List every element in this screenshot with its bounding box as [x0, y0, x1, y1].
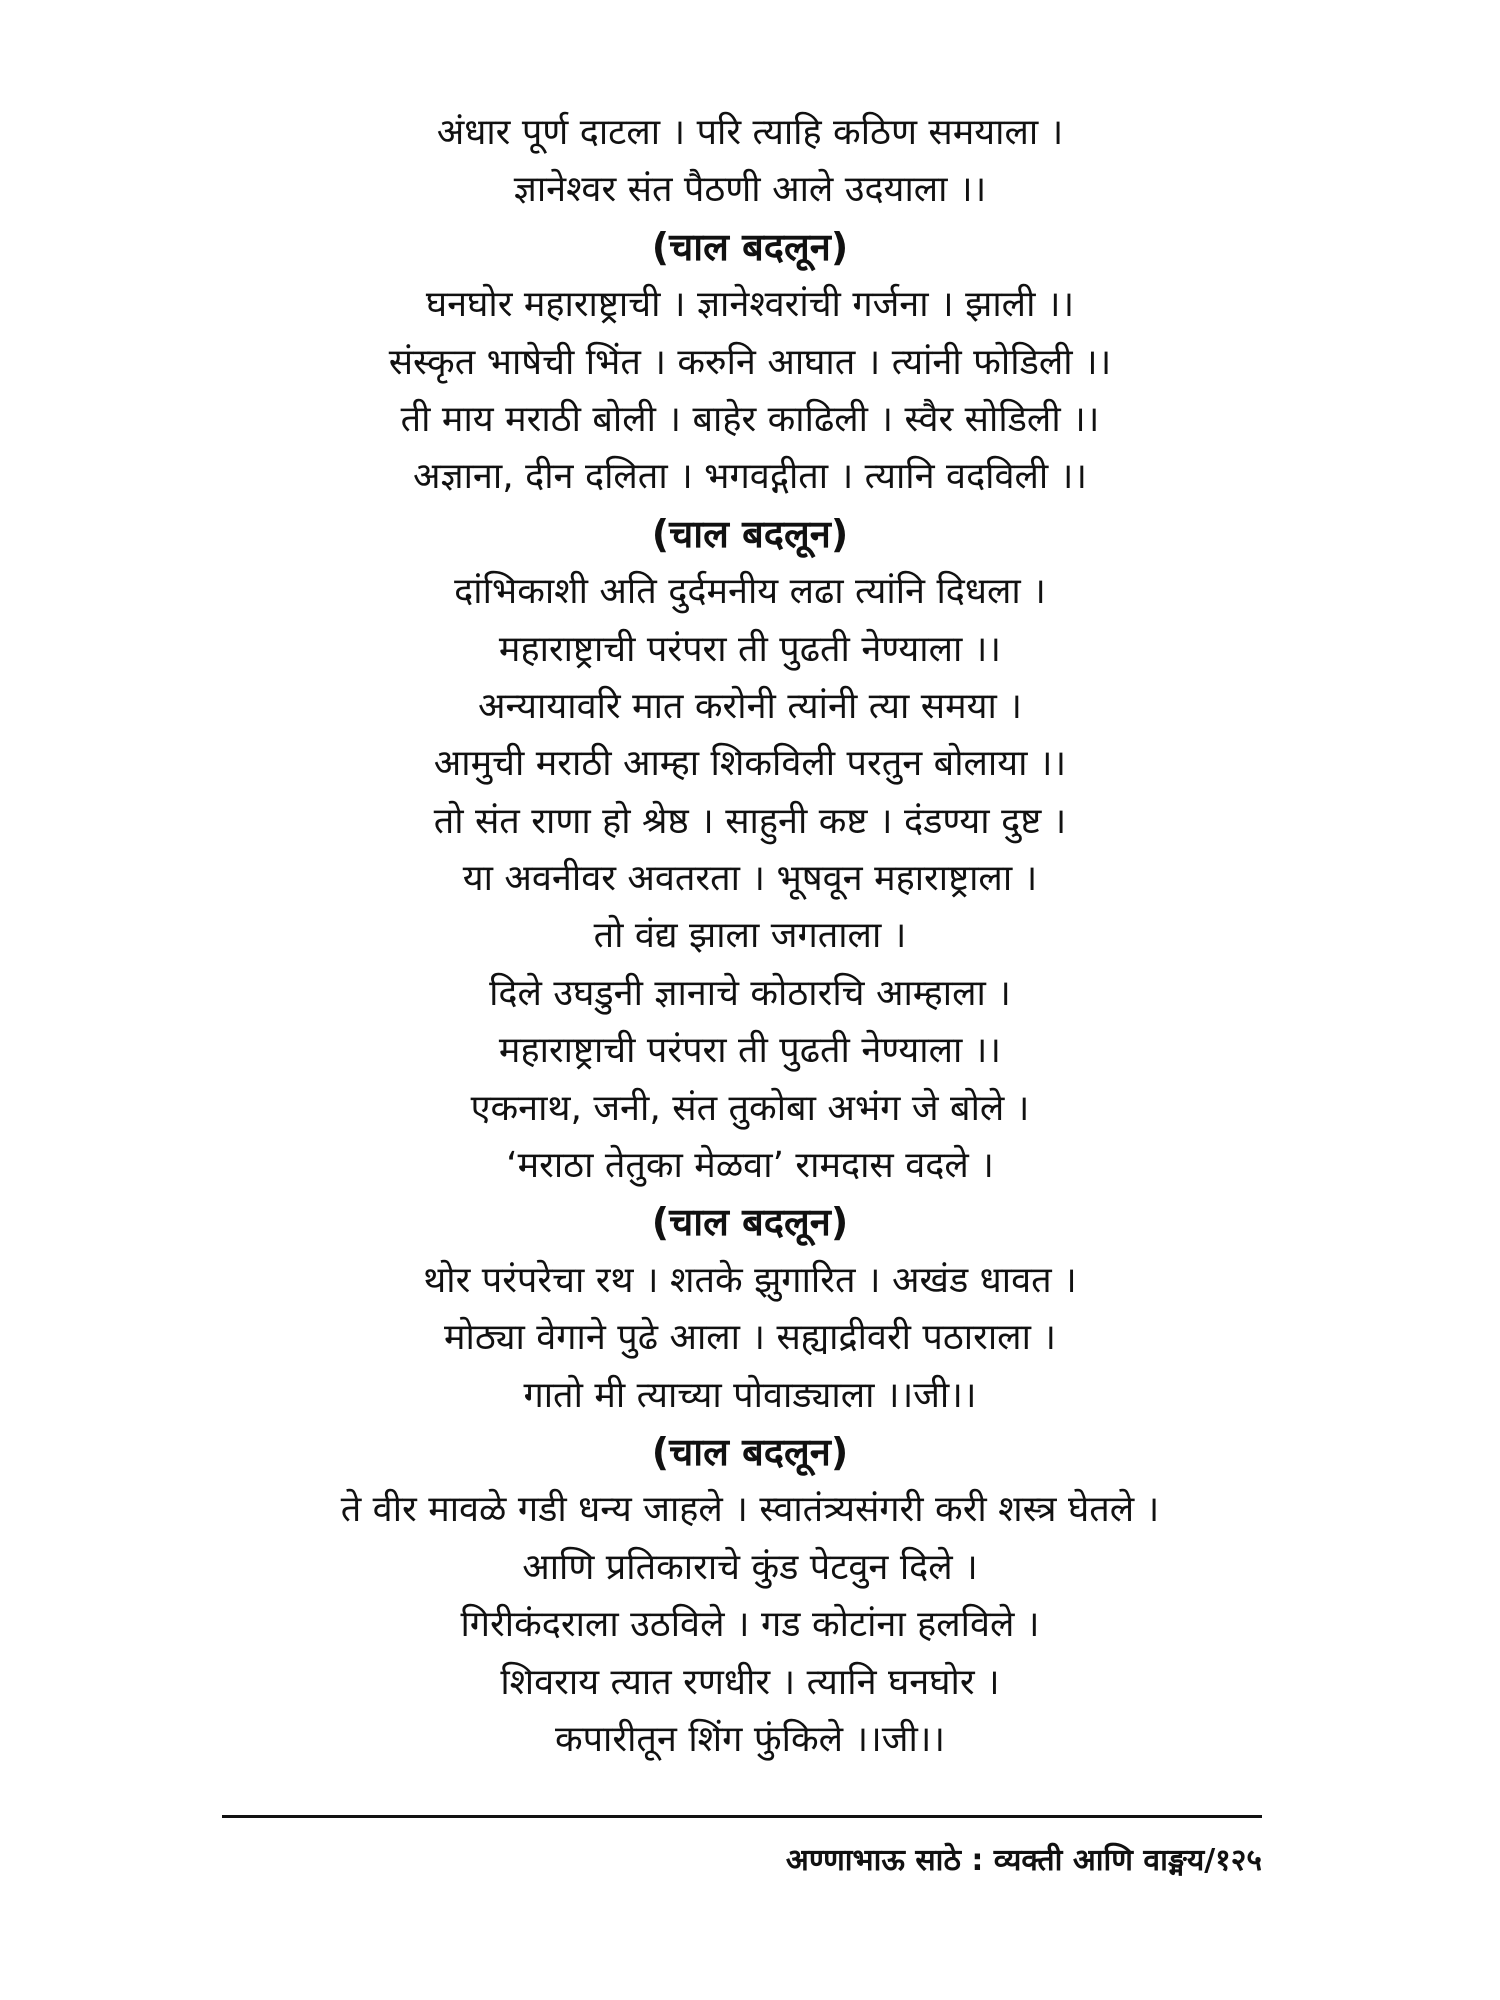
poem-line: अंधार पूर्ण दाटला । परि त्याहि कठिण समयाला ।	[436, 112, 1064, 153]
page-footer: अण्णाभाऊ साठे : व्यक्ती आणि वाङ्मय/१२५	[785, 1843, 1262, 1878]
poem-line: महाराष्ट्राची परंपरा ती पुढती नेण्याला ।।	[498, 1030, 1002, 1072]
poem-line: आमुची मराठी आम्हा शिकविली परतुन बोलाया ।।	[433, 743, 1067, 785]
poem-line: दिले उघडुनी ज्ञानाचे कोठारचि आम्हाला ।	[489, 972, 1011, 1014]
section-heading: (चाल बदलून)	[651, 1429, 849, 1474]
poem-line: आणि प्रतिकाराचे कुंड पेटवुन दिले ।	[522, 1546, 978, 1588]
poem-line: तो वंद्य झाला जगताला ।	[593, 915, 907, 957]
poem-line: महाराष्ट्राची परंपरा ती पुढती नेण्याला ।।	[498, 628, 1002, 670]
poem-line: एकनाथ, जनी, संत तुकोबा अभंग जे बोले ।	[470, 1087, 1030, 1129]
poem-line: ज्ञानेश्वर संत पैठणी आले उदयाला ।।	[513, 169, 987, 211]
poem-line: कपारीतून शिंग फुंकिले ।।जी।।	[554, 1718, 946, 1760]
poem-line: गातो मी त्याच्या पोवाड्याला ।।जी।।	[523, 1374, 977, 1416]
poem-line: घनघोर महाराष्ट्राची । ज्ञानेश्वरांची गर्जना । झाली ।।	[425, 284, 1075, 326]
poem-line: ‘मराठा तेतुका मेळवा’ रामदास वदले ।	[506, 1145, 994, 1187]
poem-line: ते वीर मावळे गडी धन्य जाहले । स्वातंत्र्यसंगरी करी शस्त्र घेतले ।	[340, 1489, 1160, 1531]
poem-line: या अवनीवर अवतरता । भूषवून महाराष्ट्राला ।	[462, 858, 1038, 900]
poem-body	[0, 104, 1500, 1768]
section-heading: (चाल बदलून)	[651, 1200, 849, 1245]
poem-line: मोठ्या वेगाने पुढे आला । सह्याद्रीवरी पठाराला ।	[443, 1317, 1056, 1359]
poem-line: संस्कृत भाषेची भिंत । करुनि आघात । त्यांनी फोडिली ।।	[388, 341, 1112, 383]
poem-line: तो संत राणा हो श्रेष्ठ । साहुनी कष्ट । दंडण्या दुष्ट ।	[433, 800, 1067, 842]
section-heading: (चाल बदलून)	[651, 511, 849, 556]
poem-line: अन्यायावरि मात करोनी त्यांनी त्या समया ।	[478, 685, 1022, 727]
poem-line: अज्ञाना, दीन दलिता । भगवद्गीता । त्यानि वदविली ।।	[413, 456, 1087, 498]
poem-line: थोर परंपरेचा रथ । शतके झुगारित । अखंड धावत ।	[423, 1259, 1077, 1301]
poem-line: ती माय मराठी बोली । बाहेर काढिली । स्वैर सोडिली ।।	[400, 398, 1100, 440]
footer-divider	[222, 1815, 1262, 1818]
poem-line: गिरीकंदराला उठविले । गड कोटांना हलविले ।	[460, 1604, 1040, 1646]
section-heading: (चाल बदलून)	[651, 224, 849, 269]
poem-line: दांभिकाशी अति दुर्दमनीय लढा त्यांनि दिधला ।	[454, 571, 1046, 613]
poem-line: शिवराय त्यात रणधीर । त्यानि घनघोर ।	[500, 1661, 1000, 1703]
